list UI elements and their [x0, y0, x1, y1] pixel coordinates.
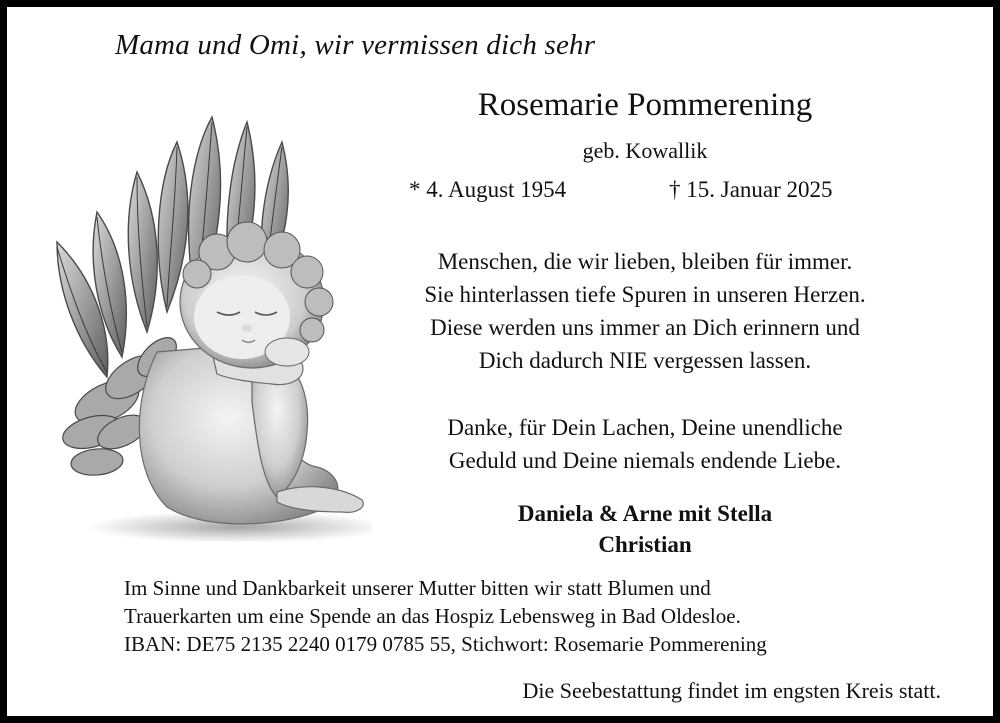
- verse-line: Diese werden uns immer an Dich erinnern und: [430, 315, 860, 340]
- headline: Mama und Omi, wir vermissen dich sehr: [115, 29, 596, 61]
- donation-iban-line: IBAN: DE75 2135 2240 0179 0785 55, Stichwort: Rosemarie Pommerening: [124, 632, 767, 656]
- angel-statue-illustration: [37, 102, 372, 542]
- donation-line: Trauerkarten um eine Spende an das Hospiz Lebensweg in Bad Oldesloe.: [124, 604, 741, 628]
- mourner-line: Daniela & Arne mit Stella: [517, 501, 773, 526]
- death-date: † 15. Januar 2025: [669, 177, 833, 202]
- mourners: [375, 498, 915, 560]
- birth-date: * 4. August 1954: [409, 177, 567, 202]
- verse-line: Menschen, die wir lieben, bleiben für immer.: [437, 249, 853, 274]
- birth-name: geb. Kowallik: [582, 138, 708, 163]
- deceased-name: Rosemarie Pommerening: [477, 87, 813, 123]
- donation-request: [124, 574, 767, 658]
- burial-note: Die Seebestattung findet im engsten Kreis statt.: [522, 678, 941, 703]
- thanks-line: Danke, für Dein Lachen, Deine unendliche: [447, 415, 843, 440]
- thanks-text: [375, 411, 915, 477]
- thanks-line: Geduld und Deine niemals endende Liebe.: [448, 448, 842, 473]
- donation-line: Im Sinne und Dankbarkeit unserer Mutter bitten wir statt Blumen und: [124, 576, 711, 600]
- mourner-line: Christian: [598, 532, 692, 557]
- memorial-verse: [375, 245, 915, 377]
- verse-line: Dich dadurch NIE vergessen lassen.: [478, 348, 812, 373]
- verse-line: Sie hinterlassen tiefe Spuren in unseren Herzen.: [424, 282, 866, 307]
